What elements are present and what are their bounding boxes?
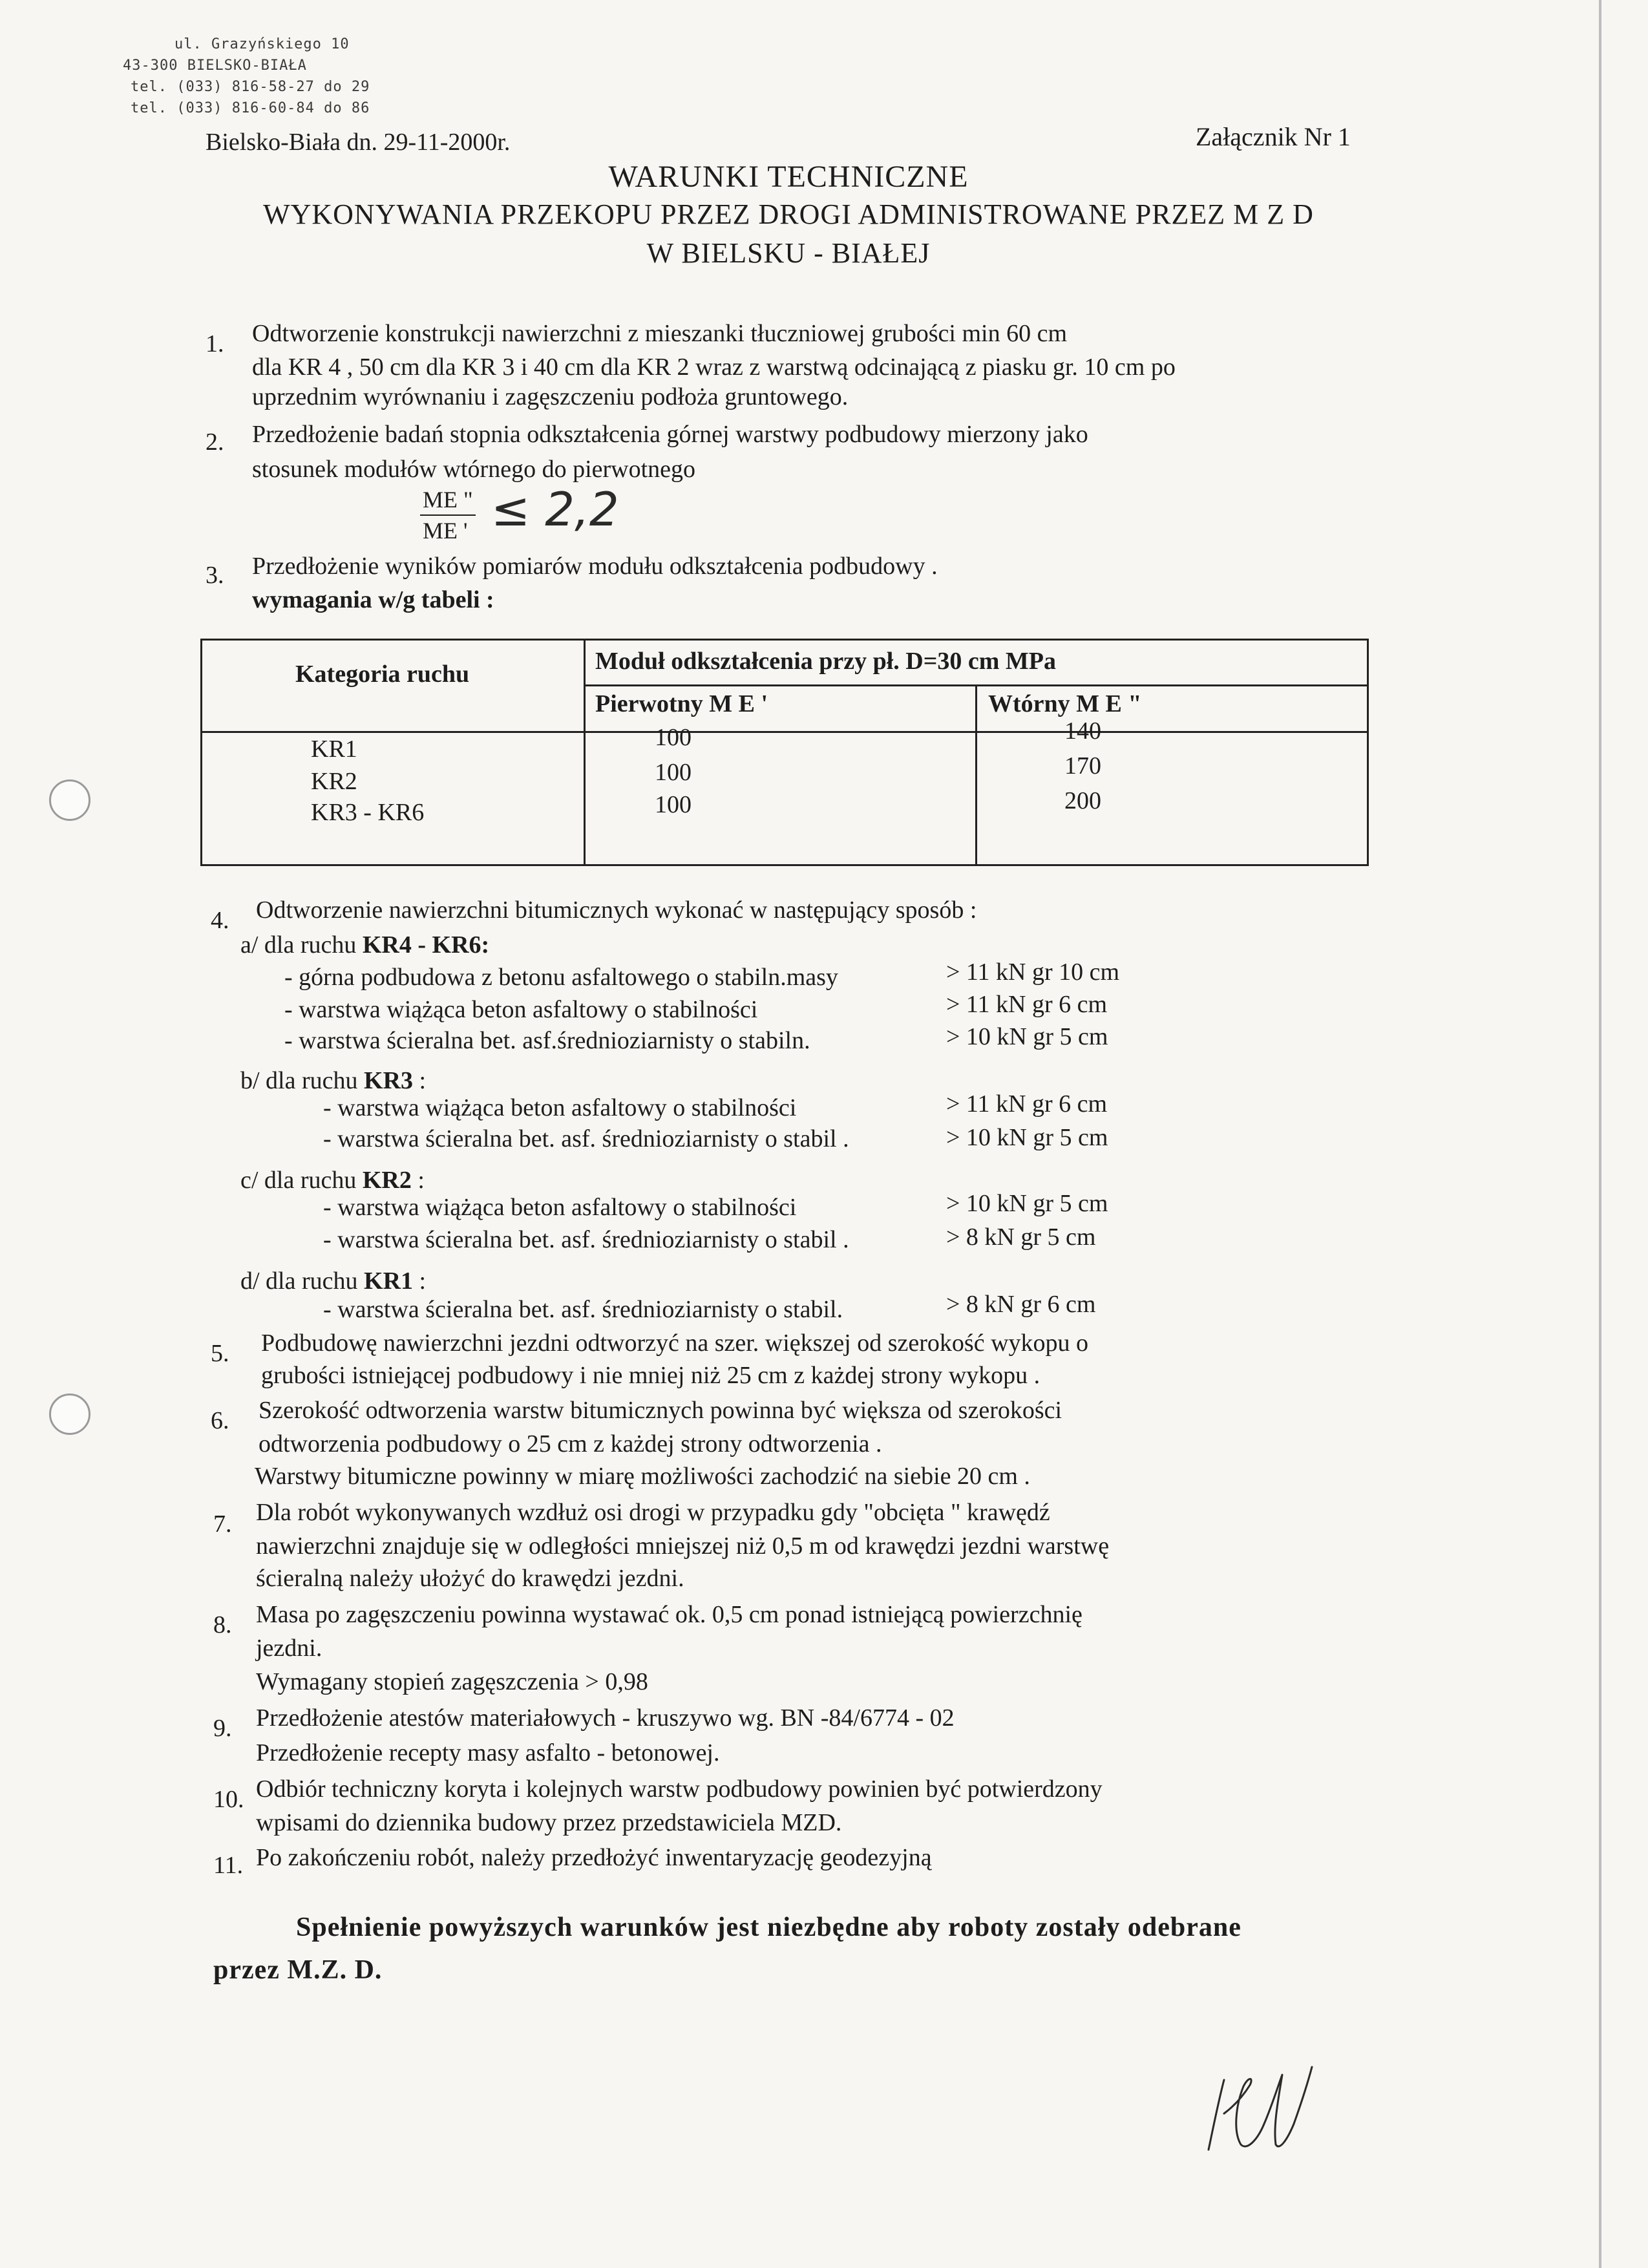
layer-spec-value: > 10 kN gr 5 cm — [946, 1023, 1108, 1050]
table-cell-secondary: 170 — [1064, 752, 1101, 779]
item-6-line: Szerokość odtworzenia warstw bitumicznych powinna być większa od szerokości — [259, 1397, 1062, 1424]
item-1-line: dla KR 4 , 50 cm dla KR 3 i 40 cm dla KR 2 wraz z warstwą odcinającą z piasku gr. 10 cm po — [252, 354, 1176, 381]
layer-spec-value: > 8 kN gr 6 cm — [946, 1291, 1096, 1318]
table-cell-primary: 100 — [655, 791, 692, 818]
item-2-line: stosunek modułów wtórnego do pierwotnego — [252, 456, 696, 483]
item-6-line: Warstwy bitumiczne powinny w miarę możliwości zachodzić na siebie 20 cm . — [255, 1463, 1030, 1490]
layer-spec: - górna podbudowa z betonu asfaltowego o stabiln.masy — [284, 964, 838, 991]
traffic-category-a: a/ dla ruchu KR4 - KR6: — [240, 931, 490, 959]
table-header-modulus: Moduł odkształcenia przy pł. D=30 cm MPa — [595, 648, 1057, 675]
stamp-line: tel. (033) 816-58-27 do 29 — [131, 79, 370, 95]
punch-hole — [49, 1394, 90, 1435]
stamp-line: 43-300 BIELSKO-BIAŁA — [123, 58, 307, 74]
layer-spec-value: > 8 kN gr 5 cm — [946, 1224, 1096, 1251]
traffic-category-d: d/ dla ruchu KR1 : — [240, 1267, 427, 1295]
item-7-line: Dla robót wykonywanych wzdłuż osi drogi w przypadku gdy "obcięta " krawędź — [256, 1499, 1050, 1526]
layer-spec: - warstwa ścieralna bet. asf.średnioziarnisty o stabiln. — [284, 1027, 810, 1054]
item-9-line: Przedłożenie atestów materiałowych - kruszywo wg. BN -84/6774 - 02 — [256, 1704, 955, 1732]
item-number: 1. — [206, 330, 224, 357]
item-4-line: Odtworzenie nawierzchni bitumicznych wykonać w następujący sposób : — [256, 896, 977, 924]
item-5-line: Podbudowę nawierzchni jezdni odtworzyć na szer. większej od szerokość wykopu o — [261, 1330, 1089, 1357]
layer-spec-value: > 11 kN gr 6 cm — [946, 1090, 1108, 1118]
item-5-line: grubości istniejącej podbudowy i nie mniej niż 25 cm z każdej strony wykopu . — [261, 1362, 1041, 1389]
item-8-line: jezdni. — [256, 1635, 322, 1662]
item-number: 10. — [213, 1786, 244, 1813]
item-number: 7. — [213, 1510, 232, 1538]
table-cell-category: KR1 — [311, 736, 357, 763]
layer-spec: - warstwa wiążąca beton asfaltowy o stabilności — [284, 996, 758, 1023]
handwritten-ratio-limit: ≤ 2,2 — [491, 482, 619, 536]
address-stamp — [123, 34, 370, 119]
table-header-category: Kategoria ruchu — [295, 661, 470, 688]
traffic-category-b: b/ dla ruchu KR3 : — [240, 1067, 427, 1094]
item-7-line: nawierzchni znajduje się w odległości mniejszej niż 0,5 m od krawędzi jezdni warstwę — [256, 1532, 1110, 1560]
stamp-line: ul. Grazyńskiego 10 — [174, 36, 350, 52]
item-7-line: ścieralną należy ułożyć do krawędzi jezdni. — [256, 1565, 684, 1592]
table-subheader-secondary: Wtórny M E " — [988, 690, 1142, 717]
item-number: 4. — [211, 907, 229, 934]
closing-statement: Spełnienie powyższych warunków jest niezbędne aby roboty zostały odebrane — [296, 1913, 1241, 1942]
item-number: 11. — [213, 1852, 244, 1879]
place-date: Bielsko-Biała dn. 29-11-2000r. — [206, 129, 511, 156]
layer-spec-value: > 10 kN gr 5 cm — [946, 1190, 1108, 1217]
item-3-line: wymagania w/g tabeli : — [252, 586, 494, 613]
item-8-line: Masa po zagęszczeniu powinna wystawać ok. 0,5 cm ponad istniejącą powierzchnię — [256, 1601, 1083, 1628]
item-2-line: Przedłożenie badań stopnia odkształcenia górnej warstwy podbudowy mierzony jako — [252, 421, 1088, 448]
item-number: 8. — [213, 1611, 232, 1638]
item-number: 3. — [206, 562, 224, 589]
table-cell-secondary: 140 — [1064, 717, 1101, 745]
table-cell-category: KR2 — [311, 768, 357, 795]
stamp-line: tel. (033) 816-60-84 do 86 — [131, 100, 370, 116]
item-number: 2. — [206, 429, 224, 456]
layer-spec: - warstwa wiążąca beton asfaltowy o stabilności — [323, 1094, 797, 1121]
fraction-denominator: ME ' — [423, 518, 468, 544]
item-1-line: uprzednim wyrównaniu i zagęszczeniu podłoża gruntowego. — [252, 383, 849, 410]
fraction-numerator: ME " — [420, 486, 476, 516]
table-cell-primary: 100 — [655, 724, 692, 751]
document-title: WARUNKI TECHNICZNE — [608, 160, 969, 194]
traffic-category-c: c/ dla ruchu KR2 : — [240, 1167, 425, 1194]
table-cell-secondary: 200 — [1064, 787, 1101, 814]
modulus-ratio-fraction — [420, 486, 476, 544]
scan-edge — [1599, 0, 1601, 2268]
table-subheader-primary: Pierwotny M E ' — [595, 690, 768, 717]
layer-spec: - warstwa ścieralna bet. asf. średnioziarnisty o stabil. — [323, 1296, 843, 1323]
item-9-line: Przedłożenie recepty masy asfalto - betonowej. — [256, 1739, 720, 1766]
layer-spec: - warstwa ścieralna bet. asf. średnioziarnisty o stabil . — [323, 1226, 849, 1253]
item-10-line: Odbiór techniczny koryta i kolejnych warstw podbudowy powinien być potwierdzony — [256, 1775, 1103, 1803]
table-cell-category: KR3 - KR6 — [311, 799, 425, 826]
item-number: 6. — [211, 1407, 229, 1434]
item-3-line: Przedłożenie wyników pomiarów modułu odkształcenia podbudowy . — [252, 553, 938, 580]
item-6-line: odtworzenia podbudowy o 25 cm z każdej strony odtworzenia . — [259, 1430, 882, 1457]
document-subtitle: WYKONYWANIA PRZEKOPU PRZEZ DROGI ADMINISTROWANE PRZEZ M Z D — [263, 198, 1314, 230]
handwritten-signature — [1196, 2054, 1357, 2157]
item-8-line: Wymagany stopień zagęszczenia > 0,98 — [256, 1668, 648, 1695]
item-1-line: Odtworzenie konstrukcji nawierzchni z mieszanki tłuczniowej grubości min 60 cm — [252, 320, 1068, 347]
item-11-line: Po zakończeniu robót, należy przedłożyć inwentaryzację geodezyjną — [256, 1844, 932, 1871]
modulus-table — [200, 639, 1369, 866]
item-number: 9. — [213, 1715, 232, 1742]
punch-hole — [49, 779, 90, 821]
item-10-line: wpisami do dziennika budowy przez przedstawiciela MZD. — [256, 1809, 842, 1836]
item-number: 5. — [211, 1340, 229, 1367]
layer-spec: - warstwa ścieralna bet. asf. średnioziarnisty o stabil . — [323, 1125, 849, 1152]
layer-spec: - warstwa wiążąca beton asfaltowy o stabilności — [323, 1194, 797, 1221]
layer-spec-value: > 10 kN gr 5 cm — [946, 1124, 1108, 1151]
annex-label: Załącznik Nr 1 — [1196, 122, 1351, 151]
layer-spec-value: > 11 kN gr 10 cm — [946, 959, 1120, 986]
document-subtitle-city: W BIELSKU - BIAŁEJ — [646, 237, 931, 269]
table-cell-primary: 100 — [655, 759, 692, 786]
layer-spec-value: > 11 kN gr 6 cm — [946, 991, 1108, 1018]
closing-statement-end: przez M.Z. D. — [213, 1955, 383, 1985]
